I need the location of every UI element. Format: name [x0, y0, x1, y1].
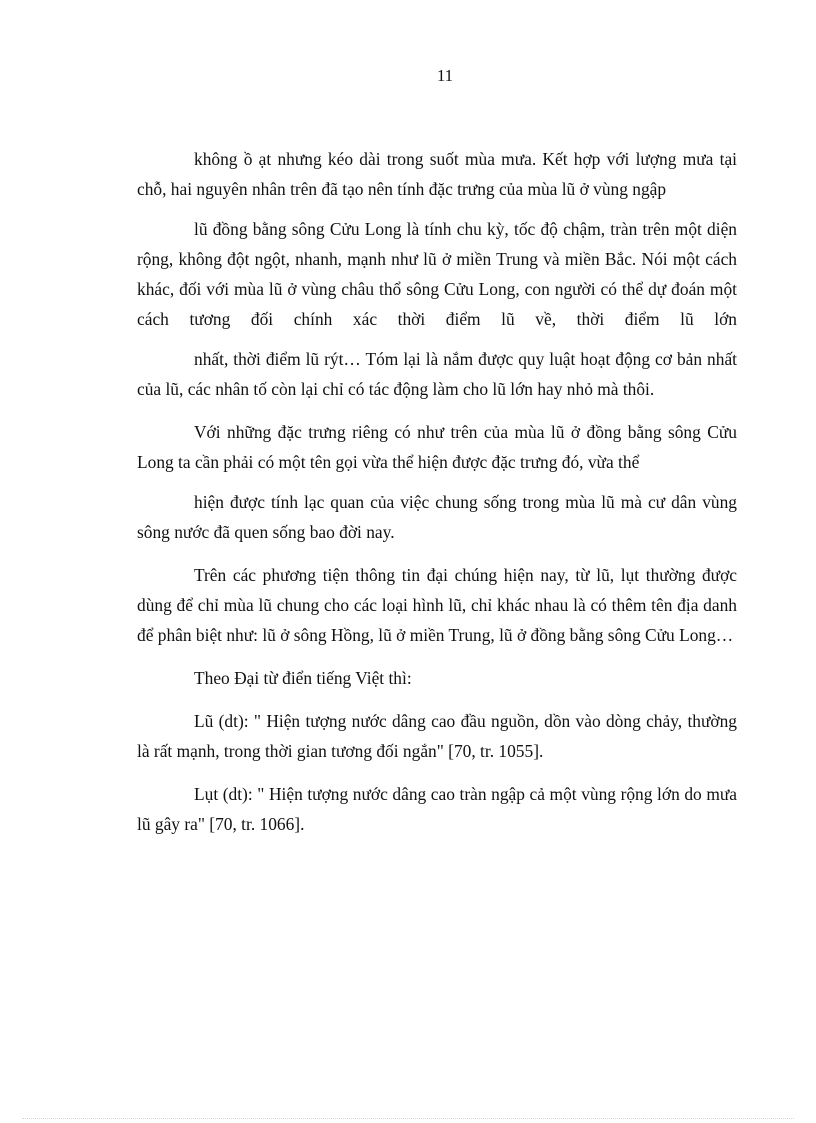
paragraph-5: hiện được tính lạc quan của việc chung sống trong mùa lũ mà cư dân vùng sông nước đã quen sống bao đời nay. — [137, 492, 737, 542]
paragraph-2: lũ đồng bằng sông Cửu Long là tính chu kỳ, tốc độ chậm, tràn trên một diện rộng, không đột ngột, nhanh, mạnh như lũ ở miền Trung và miền Bắc. Nói một cách khác, đối với mùa lũ ở vùng châu thổ sông Cửu Long, con người có thể dự đoán một cách tương đối chính xác thời điểm lũ về, thời điểm lũ lớn — [137, 219, 737, 329]
paragraph-9: Lụt (dt): " Hiện tượng nước dâng cao tràn ngập cả một vùng rộng lớn do mưa lũ gây ra" [70, tr. 1066]. — [137, 784, 737, 834]
page-number: 11 — [436, 66, 454, 85]
paragraph-7: Theo Đại từ điển tiếng Việt thì: — [194, 668, 412, 688]
paragraph-6: Trên các phương tiện thông tin đại chúng hiện nay, từ lũ, lụt thường được dùng để chỉ mùa lũ chung cho các loại hình lũ, chỉ khác nhau là có thêm tên địa danh để phân biệt như: lũ ở sông Hồng, lũ ở miền Trung, lũ ở đồng bằng sông Cửu Long… — [137, 565, 737, 645]
body-text — [137, 144, 737, 839]
paragraph-1: không ồ ạt nhưng kéo dài trong suốt mùa mưa. Kết hợp với lượng mưa tại chỗ, hai nguyên nhân trên đã tạo nên tính đặc trưng của mùa lũ ở vùng ngập — [137, 149, 737, 199]
paragraph-3: nhất, thời điểm lũ rýt… Tóm lại là nắm được quy luật hoạt động cơ bản nhất của lũ, các nhân tố còn lại chỉ có tác động làm cho lũ lớn hay nhỏ mà thôi. — [137, 349, 737, 399]
paragraph-8: Lũ (dt): " Hiện tượng nước dâng cao đầu nguồn, dồn vào dòng chảy, thường là rất mạnh, trong thời gian tương đối ngắn" [70, tr. 1055]. — [137, 711, 737, 761]
paragraph-4: Với những đặc trưng riêng có như trên của mùa lũ ở đồng bằng sông Cửu Long ta cần phải có một tên gọi vừa thể hiện được đặc trưng đó, vừa thể — [137, 422, 737, 472]
page-bottom-divider — [22, 1118, 794, 1119]
